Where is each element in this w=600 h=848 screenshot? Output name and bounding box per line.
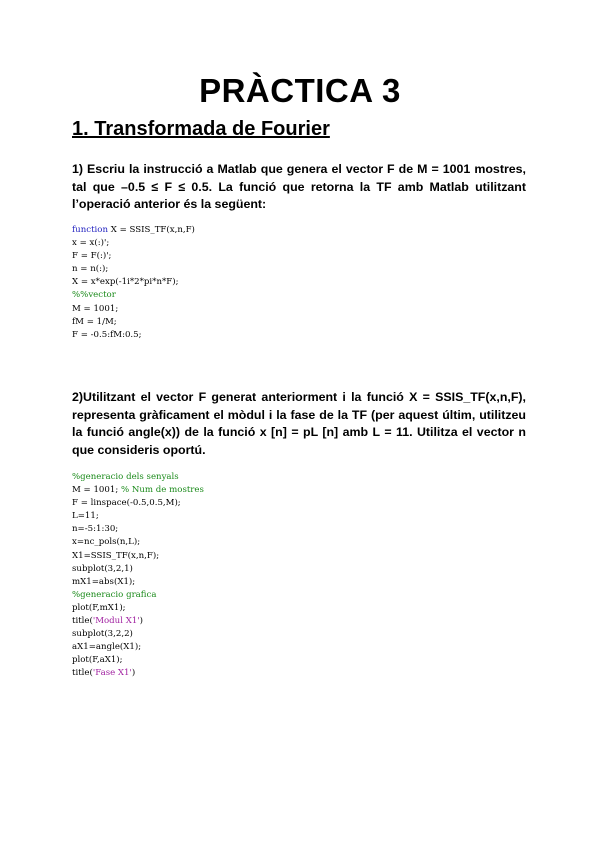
code-token: F = linspace(-0.5,0.5,M); <box>72 498 181 509</box>
code-line <box>72 497 204 510</box>
code-line <box>72 471 204 484</box>
code-token: n=-5:1:30; <box>72 524 119 535</box>
code-line <box>72 615 204 628</box>
code-line <box>72 667 204 680</box>
code-token: ) <box>131 668 136 679</box>
page-title: PRÀCTICA 3 <box>199 72 401 109</box>
code-line <box>72 263 195 276</box>
code-line <box>72 563 204 576</box>
code-line <box>72 250 195 263</box>
code-token: X = SSIS_TF(x,n,F) <box>107 225 195 235</box>
code-token: function <box>72 225 108 235</box>
code-token: plot(F,aX1); <box>72 655 123 666</box>
code-token: subplot(3,2,1) <box>72 563 133 574</box>
code-line <box>72 602 204 615</box>
code-line <box>72 654 204 667</box>
code-token: ) <box>139 616 144 627</box>
code-token: X = x*exp(-1i*2*pi*n*F); <box>72 277 179 288</box>
code-token: fM = 1/M; <box>72 316 117 327</box>
code-line <box>72 237 195 250</box>
code-line <box>72 316 195 329</box>
code-line <box>72 224 195 237</box>
code-token: L=11; <box>72 511 99 522</box>
code-token: title( <box>72 668 93 679</box>
code-token: %generacio grafica <box>72 589 157 600</box>
code-line <box>72 628 204 641</box>
code-token: x=nc_pols(n,L); <box>72 537 141 548</box>
code-line <box>72 510 204 523</box>
question-2: 2)Utilitzant el vector F generat anteriorment i la funció X = SSIS_TF(x,n,F), representa gràficament el mòdul i la fase de la TF (per aquest últim, utilitzeu la funció angle(x)) de la funció x [n] = pL [n] amb L = 11. Utilitza el vector n que consideris oportú. <box>72 390 526 457</box>
code-token: M = 1001; <box>72 485 121 496</box>
code-line <box>72 589 204 602</box>
code-block-2 <box>72 471 204 681</box>
code-token: F = F(:)'; <box>72 251 112 262</box>
code-token: M = 1001; <box>72 303 119 314</box>
code-block-1 <box>72 224 195 342</box>
code-token: x = x(:)'; <box>72 238 110 249</box>
code-line <box>72 576 204 589</box>
code-line <box>72 484 204 497</box>
code-line <box>72 536 204 549</box>
code-line <box>72 276 195 289</box>
code-line <box>72 641 204 654</box>
code-token: title( <box>72 616 93 627</box>
code-line <box>72 523 204 536</box>
code-line <box>72 303 195 316</box>
code-token: %generacio dels senyals <box>72 472 179 482</box>
code-line <box>72 550 204 563</box>
code-token: aX1=angle(X1); <box>72 642 142 653</box>
code-token: % Num de mostres <box>120 485 204 496</box>
code-line <box>72 329 195 342</box>
question-1: 1) Escriu la instrucció a Matlab que genera el vector F de M = 1001 mostres, tal que –0.5 ≤ F ≤ 0.5. La funció que retorna la TF amb Matlab utilitzant l’operació anterior és la següent: <box>72 162 526 211</box>
code-line <box>72 289 195 302</box>
code-token: subplot(3,2,2) <box>72 629 133 640</box>
code-token: X1=SSIS_TF(x,n,F); <box>72 550 160 561</box>
code-token: F = -0.5:fM:0.5; <box>72 329 142 340</box>
code-token: 'Fase X1' <box>92 668 132 679</box>
code-token: mX1=abs(X1); <box>72 576 136 587</box>
code-token: %%vector <box>72 290 116 301</box>
code-token: n = n(:); <box>72 264 109 275</box>
code-token: plot(F,mX1); <box>72 602 126 613</box>
code-token: 'Modul X1' <box>92 616 140 627</box>
section-heading: 1. Transformada de Fourier <box>72 118 330 140</box>
